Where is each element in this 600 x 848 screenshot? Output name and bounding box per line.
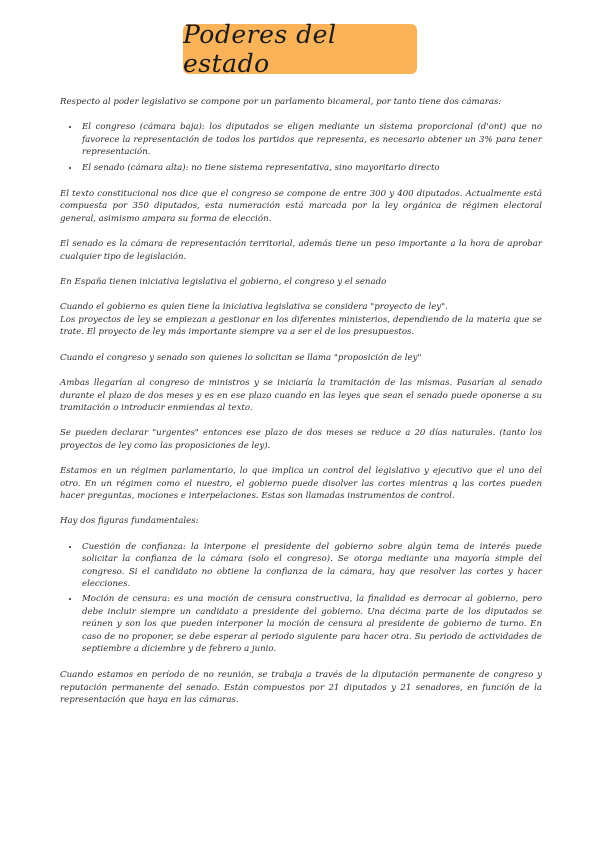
figuras-list (60, 541, 542, 656)
diputacion-paragraph: Cuando estamos en período de no reunión, se trabaja a través de la diputación permanente de congreso y reputación permanente del senado. Están compuestos por 21 diputados y 21 senadores, en función de la representación que haya en las cámaras. (60, 670, 542, 706)
tramitacion-paragraph: Ambas llegarían al congreso de ministros y se iniciaría la tramitación de las mismas. Pasarían al senado durante el plazo de dos meses y es en ese plazo cuando en las leyes que sean el senado puede oponerse a su tramitación o introducir enmiendas al texto. (60, 378, 542, 413)
list-item: • Cuestión de confianza: la interpone el presidente del gobierno sobre algún tema de interés puede solicitar la confianza de la cámara (solo el congreso). Se otorga mediante una mayoría simple del congreso. Si el candidato no obtiene la confianza de la cámara, hay que resolver las cortes y hacer elecciones. (80, 541, 542, 591)
intro-paragraph: Respecto al poder legislativo se compone por un parlamento bicameral, por tanto tiene dos cámaras: (60, 97, 502, 107)
initiative-paragraph: En España tienen iniciativa legislativa el gobierno, el congreso y el senado (60, 277, 387, 288)
proyecto-paragraph-2: Los proyectos de ley se empiezan a gestionar en los diferentes ministerios, dependiendo de la materia que se trate. El proyecto de ley más importante siempre va a ser el de los presupuestos. (60, 314, 542, 338)
document-body (60, 96, 542, 720)
proposicion-paragraph: Cuando el congreso y senado son quienes lo solicitan se llama "proposición de ley" (60, 352, 422, 363)
proyecto-paragraph-1: Cuando el gobierno es quien tiene la iniciativa legislativa se considera "proyecto de ley". (60, 302, 448, 313)
title-banner (183, 20, 417, 78)
page-title: Poderes del estado (183, 20, 337, 78)
urgentes-paragraph: Se pueden declarar "urgentes" entonces ese plazo de dos meses se reduce a 20 días naturales. (tanto los proyectos de ley como las proposiciones de ley). (60, 428, 542, 451)
regimen-paragraph: Estamos en un régimen parlamentario, lo que implica un control del legislativo y ejecutivo que el uno del otro. En un régimen como el nuestro, el gobierno puede disolver las cortes mientras q las cortes pueden hacer preguntas, mociones e interpelaciones. Estas son llamadas instrumentos de control. (60, 466, 542, 501)
chambers-list (60, 121, 542, 174)
senate-paragraph: El senado es la cámara de representación territorial, además tiene un peso importante a la hora de aprobar cualquier tipo de legislación. (60, 239, 542, 262)
congress-paragraph: El texto constitucional nos dice que el congreso se compone de entre 300 y 400 diputados. Actualmente está compuesta por 350 diputados, esta numeración está marcada por la ley orgánica de régimen electoral general, asimismo ampara su forma de elección. (60, 189, 542, 224)
list-item: • Moción de censura: es una moción de censura constructiva, la finalidad es derrocar al gobierno, pero debe incluir siempre un candidato a presidente del gobierno. Una décima parte de los diputados se reúnen y son los que pueden interponer la moción de censura al presidente de gobierno de turno. En caso de no proponer, se debe esperar al periodo siguiente para hacer otra. Su periodo de actividades de septiembre a diciembre y de febrero a junio. (80, 593, 542, 655)
list-item: • El senado (cámara alta): no tiene sistema representativa, sino mayoritario directo (80, 162, 542, 174)
figuras-paragraph: Hay dos figuras fundamentales: (60, 516, 199, 527)
list-item: • El congreso (cámara baja): los diputados se eligen mediante un sistema proporcional (d'ont) que no favorece la representación de todos los partidos que representa, es necesario obtener un 3% para tener representación. (80, 121, 542, 158)
